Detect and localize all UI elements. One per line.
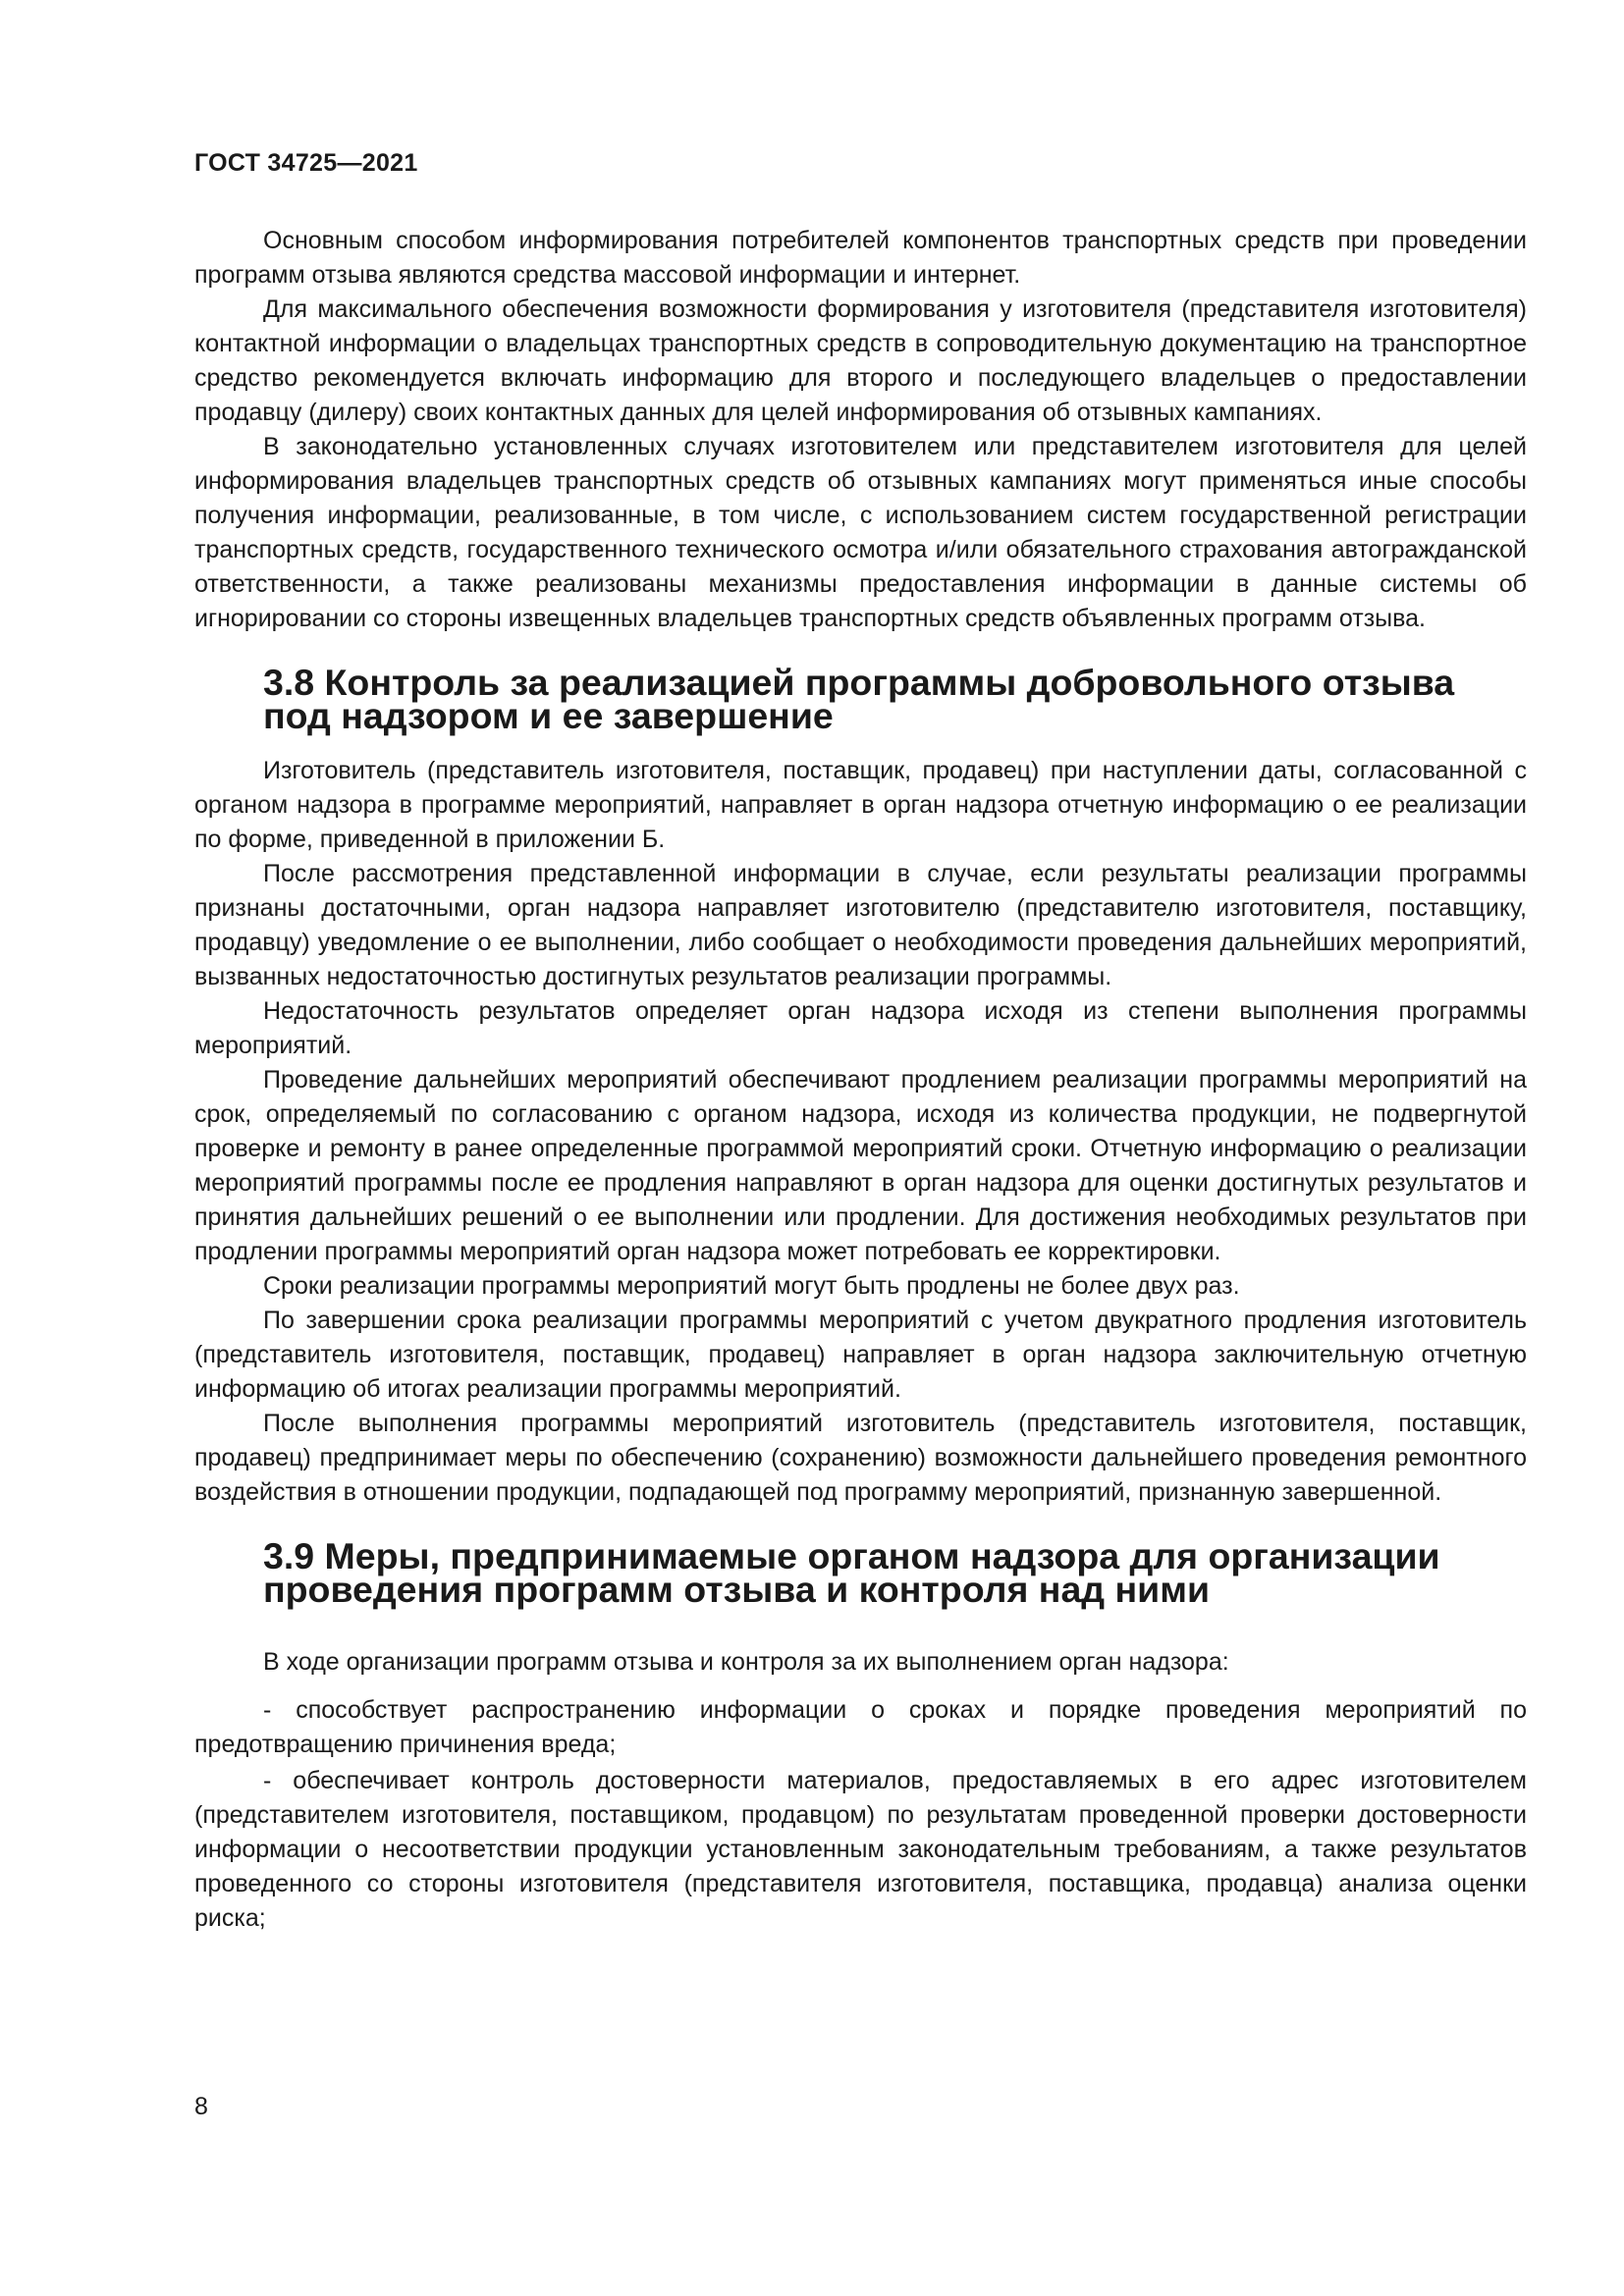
intro-paragraph-1: Основным способом информирования потребителей компонентов транспортных средств при проведении программ отзыва являются средства массовой информации и интернет. <box>194 227 1527 289</box>
section-3-8-paragraph-3: Недостаточность результатов определяет орган надзора исходя из степени выполнения программы мероприятий. <box>194 997 1527 1059</box>
section-3-9-heading: 3.9 Меры, предпринимаемые органом надзора для организации проведения программ отзыва и контроля над ними <box>263 1535 1440 1610</box>
section-3-8-paragraph-2: После рассмотрения представленной информации в случае, если результаты реализации программы признаны достаточными, орган надзора направляет изготовителю (представителю изготовителя, поставщику, продавцу) уведомление о ее выполнении, либо сообщает о необходимости проведения дальнейших мероприятий, вызванных недостаточностью достигнутых результатов реализации программы. <box>194 860 1527 990</box>
document-body <box>194 224 1527 1938</box>
section-3-8-paragraph-6: По завершении срока реализации программы мероприятий с учетом двукратного продления изготовитель (представитель изготовителя, поставщик, продавец) направляет в орган надзора заключительную отчетную информацию об итогах реализации программы мероприятий. <box>194 1307 1527 1403</box>
section-3-8-paragraph-1: Изготовитель (представитель изготовителя, поставщик, продавец) при наступлении даты, согласованной с органом надзора в программе мероприятий, направляет в орган надзора отчетную информацию о ее реализации по форме, приведенной в приложении Б. <box>194 757 1527 853</box>
page-number: 8 <box>194 2093 208 2120</box>
intro-paragraph-2: Для максимального обеспечения возможности формирования у изготовителя (представителя изготовителя) контактной информации о владельцах транспортных средств в сопроводительную документацию на транспортное средство рекомендуется включать информацию для второго и последующего владельцев о предоставлении продавцу (дилеру) своих контактных данных для целей информирования об отзывных кампаниях. <box>194 295 1527 426</box>
section-3-9-list-item-1: - способствует распространению информации о сроках и порядке проведения мероприятий по предотвращению причинения вреда; <box>194 1696 1527 1758</box>
section-3-8-paragraph-4: Проведение дальнейших мероприятий обеспечивают продлением реализации программы мероприятий на срок, определяемый по согласованию с органом надзора, исходя из количества продукции, не подвергнутой проверке и ремонту в ранее определенные программой мероприятий сроки. Отчетную информацию о реализации мероприятий программы после ее продления направляют в орган надзора для оценки достигнутых результатов и принятия дальнейших решений о ее выполнении или продлении. Для достижения необходимых результатов при продлении программы мероприятий орган надзора может потребовать ее корректировки. <box>194 1066 1527 1265</box>
section-3-8-paragraph-7: После выполнения программы мероприятий изготовитель (представитель изготовителя, поставщик, продавец) предпринимает меры по обеспечению (сохранению) возможности дальнейшего проведения ремонтного воздействия в отношении продукции, подпадающей под программу мероприятий, признанную завершенной. <box>194 1410 1527 1506</box>
section-3-8-paragraph-5: Сроки реализации программы мероприятий могут быть продлены не более двух раз. <box>263 1272 1240 1300</box>
intro-paragraph-3: В законодательно установленных случаях изготовителем или представителем изготовителя для целей информирования владельцев транспортных средств об отзывных кампаниях могут применяться иные способы получения информации, реализованные, в том числе, с использованием систем государственной регистрации транспортных средств, государственного технического осмотра и/или обязательного страхования автогражданской ответственности, а также реализованы механизмы предоставления информации в данные системы об игнорировании со стороны извещенных владельцев транспортных средств объявленных программ отзыва. <box>194 433 1527 632</box>
section-3-8-heading: 3.8 Контроль за реализацией программы добровольного отзыва под надзором и ее завершение <box>263 662 1455 736</box>
section-3-9-intro: В ходе организации программ отзыва и контроля за их выполнением орган надзора: <box>263 1648 1229 1676</box>
section-3-9-list-item-2: - обеспечивает контроль достоверности материалов, предоставляемых в его адрес изготовителем (представителем изготовителя, поставщиком, продавцом) по результатам проведенной проверки достоверности информации о несоответствии продукции установленным законодательным требованиям, а также результатов проведенного со стороны изготовителя (представителя изготовителя, поставщика, продавца) анализа оценки риска; <box>194 1767 1527 1932</box>
standard-header: ГОСТ 34725—2021 <box>194 149 418 177</box>
